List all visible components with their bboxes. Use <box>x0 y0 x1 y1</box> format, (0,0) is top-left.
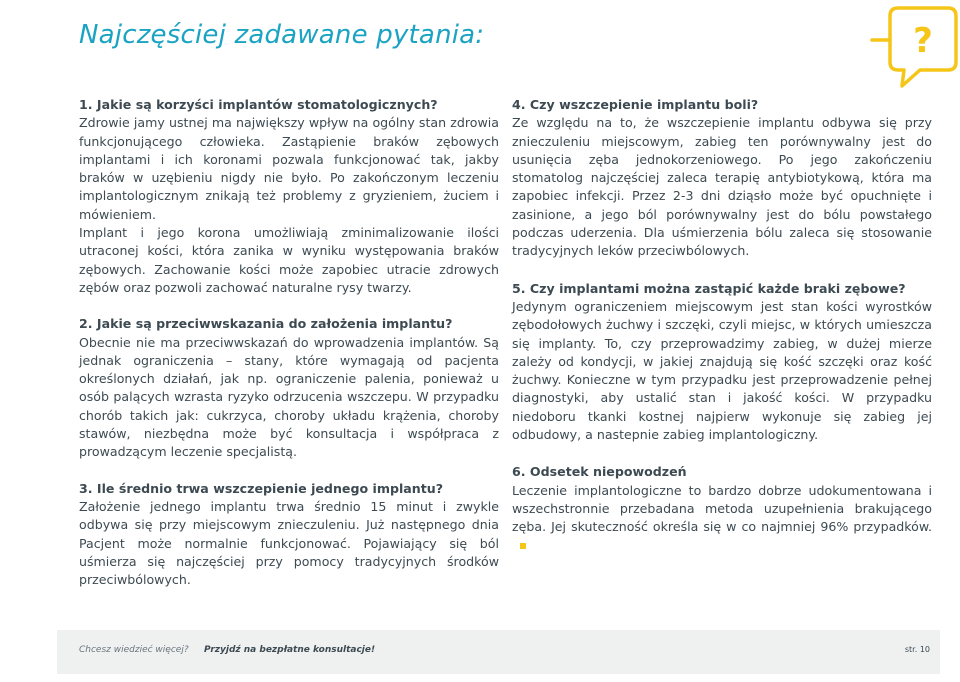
question-5-heading: 5. Czy implantami można zastąpić każde braki zębowe? <box>512 280 906 296</box>
answer-1-paragraph-2: Implant i jego korona umożliwiają zminimalizowanie ilości utraconej kości, która zanika w wyniku występowania braków zębowych. Zachowanie kości może zapobiec utracie zdrowych zębów oraz pozwoli zachować naturalne rysy twarzy. <box>79 225 499 295</box>
answer-6-paragraph-wrapper <box>512 482 932 555</box>
question-2-heading: 2. Jakie są przeciwwskazania do założenia implantu? <box>79 316 453 332</box>
footer-bar <box>57 630 940 674</box>
question-6-heading: 6. Odsetek niepowodzeń <box>512 464 687 480</box>
answer-2-paragraph: Obecnie nie ma przeciwwskazań do wprowadzenia implantów. Są jednak ograniczenia – stany, które wymagają od pacjenta określonych działań, jak np. ograniczenie palenia, ponieważ u osób palących wzrasta ryzyko odrzucenia wszczepu. W przypadku chorób takich jak: cukrzyca, choroby układu krążenia, choroby stawów, niezbędna może być konsultacja i współpraca z prowadzącym leczenie specjalistą. <box>79 334 499 460</box>
right-column <box>512 96 932 555</box>
question-3-heading: 3. Ile średnio trwa wszczepienie jednego implantu? <box>79 480 444 496</box>
page-title: Najczęściej zadawane pytania: <box>79 20 485 50</box>
answer-3-paragraph: Założenie jednego implantu trwa średnio 15 minut i zwykle odbywa się przy miejscowym znieczuleniu. Już następnego dnia Pacjent może normalnie funkcjonować. Pojawiający się ból uśmierza się najczęściej przy pomocy tradycyjnych środków przeciwbólowych. <box>79 498 499 588</box>
answer-1-paragraph-1: Zdrowie jamy ustnej ma największy wpływ na ogólny stan zdrowia funkcjonującego człowieka. Zastąpienie braków zębowych implantami i ich koronami pozwala funkcjonować tak, jakby braków w uzębieniu nigdy nie było. Po zakończonym leczeniu implantologicznym znikają też problemy z gryzieniem, żuciem i mówieniem. <box>79 115 499 222</box>
question-mark-glyph: ? <box>913 21 933 61</box>
left-column <box>79 96 499 589</box>
answer-5-paragraph: Jedynym ograniczeniem miejscowym jest stan kości wyrostków zębodołowych żuchwy i szczęki, czyli miejsc, w których umieszcza się implanty. To, czy przeprowadzimy zabieg, w dużej mierze zależy od kondycji, w jakiej znajdują się kość szczęki oraz kość żuchwy. Konieczne w tym przypadku jest przeprowadzenie pełnej diagnostyki, aby ustalić stan i jakość kości. W przypadku niedoboru tkanki kostnej najpierw wykonuje się zabieg jej odbudowy, a nastepnie zabieg implantologiczny. <box>512 298 932 443</box>
question-bubble-icon <box>868 0 960 95</box>
end-mark-square-icon <box>520 543 526 549</box>
question-4-heading: 4. Czy wszczepienie implantu boli? <box>512 97 759 112</box>
page-number: str. 10 <box>904 645 930 654</box>
answer-6-paragraph: Leczenie implantologiczne to bardzo dobrze udokumentowana i wszechstronnie przebadana metoda uzupełnienia brakującego zęba. Jej skuteczność określa się w co najmniej 96% przypadków. <box>512 482 932 535</box>
footer-question: Chcesz wiedzieć więcej? <box>79 645 189 655</box>
footer-cta: Przyjdź na bezpłatne konsultacje! <box>204 645 376 655</box>
answer-4-paragraph: Ze względu na to, że wszczepienie implantu odbywa się przy znieczuleniu miejscowym, zabieg ten porównywalny jest do usunięcia zęba jednokorzeniowego. Po jego zakończeniu stomatolog najczęściej zaleca terapię antybiotykową, która ma zapobiec infekcji. Przez 2-3 dni dziąsło może być opuchnięte i zasinione, a jego ból porównywalny jest do bólu powstałego podczas uderzenia. Dla uśmierzenia bólu zaleca się stosowanie tradycyjnych leków przeciwbólowych. <box>512 115 932 259</box>
question-1-heading: 1. Jakie są korzyści implantów stomatologicznych? <box>79 97 438 112</box>
